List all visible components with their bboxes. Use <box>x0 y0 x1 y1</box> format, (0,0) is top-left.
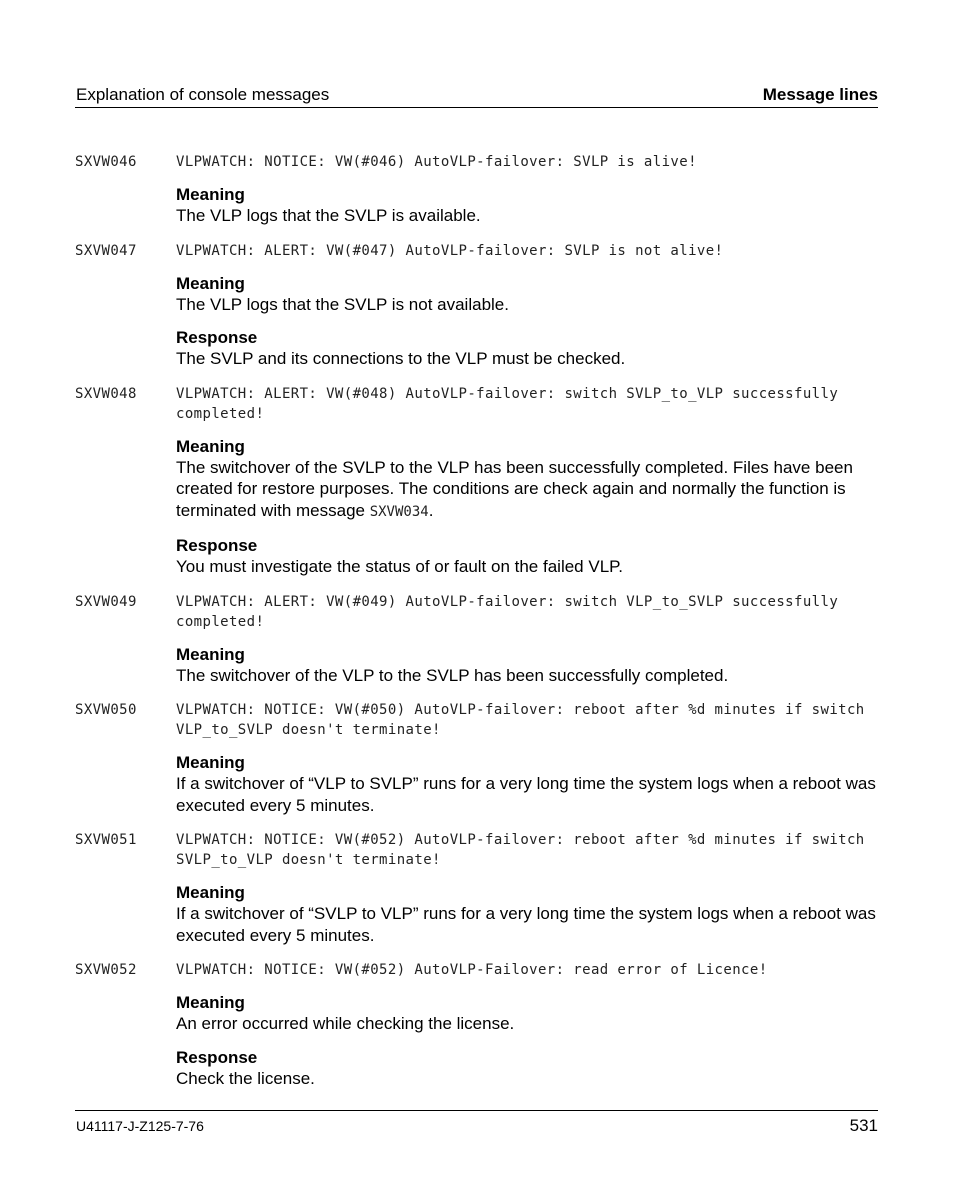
message-text: VLPWATCH: ALERT: VW(#049) AutoVLP-failover: switch VLP_to_SVLP successfully completed! <box>176 593 839 630</box>
message-id: SXVW048 <box>75 385 137 402</box>
meaning-section <box>176 883 879 946</box>
meaning-heading: Meaning <box>176 273 245 293</box>
response-heading: Response <box>176 328 258 347</box>
message-id: SXVW046 <box>75 154 137 170</box>
message-entry <box>75 152 879 227</box>
message-id: SXVW049 <box>75 593 137 610</box>
meaning-section <box>176 753 879 816</box>
message-text: VLPWATCH: NOTICE: VW(#052) AutoVLP-Failover: read error of Licence! <box>176 962 768 978</box>
message-text: VLPWATCH: NOTICE: VW(#052) AutoVLP-failover: reboot after %d minutes if switch SVLP_to_VLP doesn't terminate! <box>176 832 865 868</box>
message-entry <box>75 384 879 578</box>
message-text: VLPWATCH: ALERT: VW(#047) AutoVLP-failover: SVLP is not alive! <box>176 242 724 259</box>
page-header <box>75 84 878 108</box>
message-entry <box>75 700 879 816</box>
meaning-paragraph <box>176 457 879 524</box>
meaning-section <box>176 437 879 524</box>
response-heading: Response <box>176 536 258 555</box>
meaning-heading: Meaning <box>176 644 245 664</box>
message-entry <box>75 592 879 687</box>
message-entry <box>75 960 879 1089</box>
page-footer <box>75 1110 878 1135</box>
message-id: SXVW047 <box>75 242 137 259</box>
response-section <box>176 536 879 578</box>
meaning-heading: Meaning <box>176 993 245 1012</box>
meaning-section <box>176 274 879 316</box>
response-section <box>176 1048 879 1090</box>
meaning-section <box>176 645 879 687</box>
message-id: SXVW051 <box>75 832 137 848</box>
meaning-heading: Meaning <box>176 883 245 902</box>
header-chapter-title: Explanation of console messages <box>76 85 330 104</box>
meaning-text: The switchover of the VLP to the SVLP has been successfully completed. <box>176 665 729 685</box>
message-list <box>75 152 879 1089</box>
meaning-text: If a switchover of “VLP to SVLP” runs for a very long time the system logs when a reboot was executed every 5 minutes. <box>176 774 876 815</box>
response-heading: Response <box>176 1047 258 1067</box>
meaning-heading: Meaning <box>176 185 245 204</box>
meaning-heading: Meaning <box>176 436 245 456</box>
meaning-section <box>176 185 879 227</box>
meaning-text: An error occurred while checking the license. <box>176 1014 515 1033</box>
document-number: U41117-J-Z125-7-76 <box>76 1118 204 1134</box>
message-entry <box>75 241 879 370</box>
message-text: VLPWATCH: ALERT: VW(#048) AutoVLP-failover: switch SVLP_to_VLP successfully completed! <box>176 385 839 422</box>
message-entry <box>75 830 879 946</box>
meaning-text: The switchover of the SVLP to the VLP has been successfully completed. Files have been created for restore purposes. The conditions are check again and normally the function is terminated with message <box>176 457 853 520</box>
response-section <box>176 328 879 370</box>
message-id: SXVW050 <box>75 702 137 718</box>
meaning-text: The VLP logs that the SVLP is not available. <box>176 294 509 314</box>
header-section-title: Message lines <box>762 85 878 104</box>
message-text: VLPWATCH: NOTICE: VW(#050) AutoVLP-failover: reboot after %d minutes if switch VLP_to_SVLP doesn't terminate! <box>176 702 865 738</box>
meaning-text: If a switchover of “SVLP to VLP” runs for a very long time the system logs when a reboot was executed every 5 minutes. <box>176 904 876 945</box>
referenced-message-code: SXVW034 <box>369 503 429 520</box>
response-text: Check the license. <box>176 1068 315 1088</box>
meaning-heading: Meaning <box>176 753 245 772</box>
message-id: SXVW052 <box>75 962 137 978</box>
meaning-text: The VLP logs that the SVLP is available. <box>176 206 481 225</box>
meaning-section <box>176 993 879 1035</box>
page-number: 531 <box>849 1116 878 1135</box>
response-text: The SVLP and its connections to the VLP must be checked. <box>176 349 626 368</box>
response-text: You must investigate the status of or fault on the failed VLP. <box>176 557 624 576</box>
meaning-text-end: . <box>428 500 434 520</box>
message-text: VLPWATCH: NOTICE: VW(#046) AutoVLP-failover: SVLP is alive! <box>176 154 697 170</box>
